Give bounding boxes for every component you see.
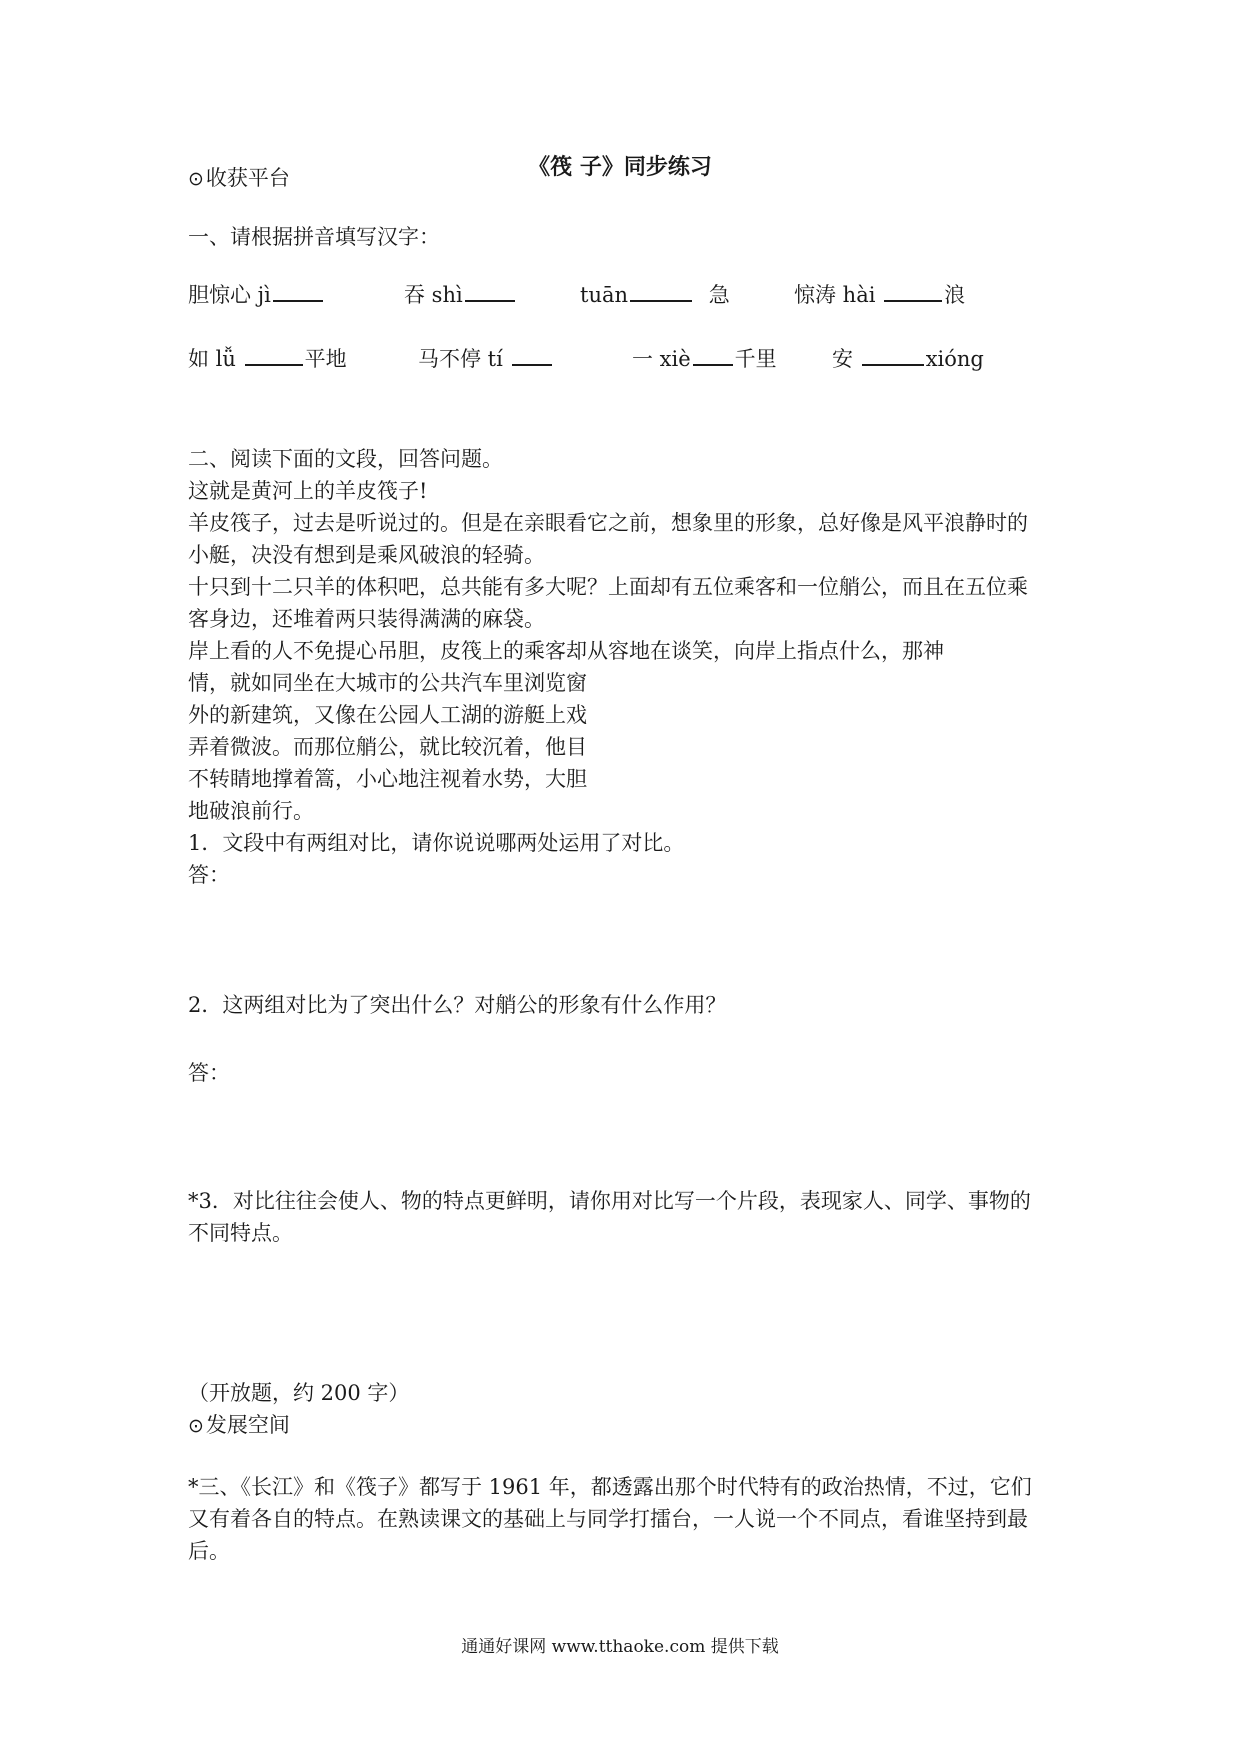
q3-line: *三、《长江》和《筏子》都写于 1961 年，都透露出那个时代特有的政治热情，不过，它们: [188, 1475, 1032, 1499]
fill-item-prompt: 惊涛 hài: [794, 283, 883, 307]
fill-item-suffix: 千里: [734, 347, 777, 371]
fill-item-suffix: 急: [702, 283, 730, 307]
fill-item-suffix: xióng: [925, 347, 984, 371]
answer-blank[interactable]: [862, 344, 924, 366]
answer-blank[interactable]: [245, 344, 303, 366]
passage-line: 弄着微波。而那位艄公，就比较沉着，他目: [188, 735, 587, 759]
passage-line: 十只到十二只羊的体积吧，总共能有多大呢？上面却有五位乘客和一位艄公，而且在五位乘: [188, 575, 1028, 599]
section-develop: [188, 1410, 290, 1441]
q3-line: 又有着各自的特点。在熟读课文的基础上与同学打擂台，一人说一个不同点，看谁坚持到最: [188, 1507, 1028, 1531]
fill-item: [404, 280, 517, 310]
passage-line: 地破浪前行。: [188, 799, 314, 823]
fill-item-prompt: tuān: [580, 283, 629, 307]
q3-line: 后。: [188, 1539, 230, 1563]
passage-line: 岸上看的人不免提心吊胆，皮筏上的乘客却从容地在谈笑，向岸上指点什么，那神: [188, 639, 944, 663]
fill-item: [580, 280, 730, 310]
fill-item: [188, 280, 325, 310]
question-3: *3．对比往往会使人、物的特点更鲜明，请你用对比写一个片段，表现家人、同学、事物的: [188, 1189, 1031, 1213]
fill-item-prompt: 马不停 tí: [418, 347, 510, 371]
fill-item: [794, 280, 965, 310]
fill-item-suffix: 平地: [304, 347, 347, 371]
answer-blank[interactable]: [273, 280, 323, 302]
section-harvest: [188, 163, 290, 194]
answer-blank[interactable]: [884, 280, 942, 302]
question-1: 1．文段中有两组对比，请你说说哪两处运用了对比。: [188, 831, 685, 855]
passage-line: 情，就如同坐在大城市的公共汽车里浏览窗: [188, 671, 587, 695]
fill-item-prompt: 一 xiè: [632, 347, 691, 371]
answer-label-2: 答：: [188, 1061, 230, 1085]
fill-item-prompt: 安: [832, 347, 860, 371]
question-2: 2．这两组对比为了突出什么？对艄公的形象有什么作用？: [188, 993, 727, 1017]
passage-line: 小艇，决没有想到是乘风破浪的轻骑。: [188, 543, 545, 567]
fill-item-prompt: 如 lǚ: [188, 347, 243, 371]
answer-blank[interactable]: [693, 344, 733, 366]
answer-blank[interactable]: [630, 280, 692, 302]
passage-line: 外的新建筑，又像在公园人工湖的游艇上戏: [188, 703, 587, 727]
question-3-cont: 不同特点。: [188, 1221, 293, 1245]
passage-line: 这就是黄河上的羊皮筏子!: [188, 479, 428, 503]
q1-heading: 一、请根据拼音填写汉字：: [188, 225, 440, 249]
section-develop-label: 发展空间: [205, 1413, 290, 1437]
circle-dot-icon: ⊙: [188, 1415, 204, 1437]
answer-blank[interactable]: [512, 344, 552, 366]
fill-item: [188, 344, 347, 374]
section-harvest-label: 收获平台: [205, 166, 290, 190]
passage-line: 不转睛地撑着篙，小心地注视着水势，大胆: [188, 767, 587, 791]
fill-item: [418, 344, 554, 374]
footer-credit: 通通好课网 www.tthaoke.com 提供下载: [461, 1637, 779, 1657]
passage-line: 客身边，还堆着两只装得满满的麻袋。: [188, 607, 545, 631]
fill-item-prompt: 胆惊心 jì: [188, 283, 271, 307]
page-title: 《筏 子》同步练习: [528, 154, 712, 180]
circle-dot-icon: ⊙: [188, 168, 204, 190]
fill-item: [632, 344, 777, 374]
answer-label-1: 答：: [188, 863, 230, 887]
fill-item-suffix: 浪: [944, 283, 966, 307]
passage-line: 羊皮筏子，过去是听说过的。但是在亲眼看它之前，想象里的形象，总好像是风平浪静时的: [188, 511, 1028, 535]
open-question-note: （开放题，约 200 字）: [188, 1381, 410, 1405]
fill-item-prompt: 吞 shì: [404, 283, 463, 307]
answer-blank[interactable]: [465, 280, 515, 302]
q2-heading: 二、阅读下面的文段，回答问题。: [188, 447, 503, 471]
fill-item: [832, 344, 984, 374]
